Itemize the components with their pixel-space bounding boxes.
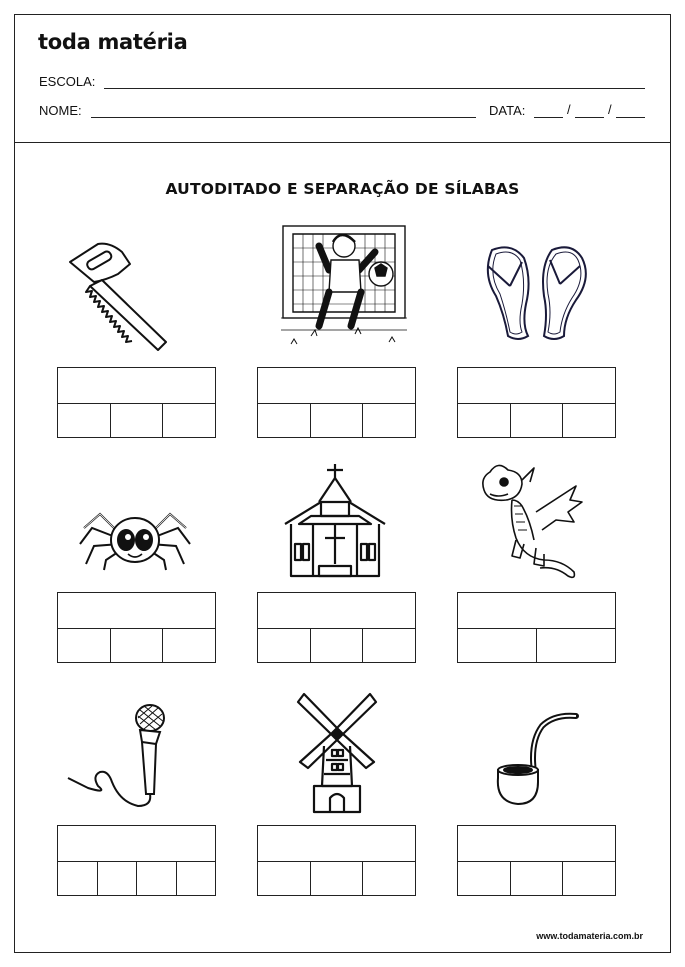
syllable-field[interactable] [258,862,311,895]
pipe-icon [494,712,578,808]
answer-box [457,592,616,663]
footer-url: www.todamateria.com.br [536,931,643,941]
syllable-field[interactable] [98,862,138,895]
answer-box [457,825,616,896]
syllable-field[interactable] [258,404,311,437]
word-field[interactable] [258,826,415,862]
answer-box [257,825,416,896]
syllable-field[interactable] [163,629,215,662]
syllable-field[interactable] [511,862,564,895]
syllable-field[interactable] [363,629,415,662]
saw-icon [66,238,176,356]
word-field[interactable] [58,593,215,629]
syllable-field[interactable] [511,404,564,437]
brand-logo: toda matéria [38,30,188,54]
worksheet-title: AUTODITADO E SEPARAÇÃO DE SÍLABAS [165,180,520,198]
date-label: DATA: [489,103,526,118]
goalkeeper-icon [281,222,407,352]
word-field[interactable] [58,826,215,862]
date-separator: / [567,102,571,117]
syllable-field[interactable] [458,404,511,437]
answer-box [257,367,416,438]
flip-flops-icon [478,244,594,342]
syllable-field[interactable] [58,404,111,437]
dragon-icon [478,460,582,584]
syllable-field[interactable] [458,862,511,895]
syllable-field[interactable] [58,629,111,662]
syllable-field[interactable] [177,862,216,895]
name-field[interactable] [91,117,476,118]
answer-box [457,367,616,438]
syllable-field[interactable] [111,629,164,662]
syllable-field[interactable] [311,862,364,895]
header-divider [14,142,671,143]
date-year-field[interactable] [616,117,645,118]
answer-box [257,592,416,663]
word-field[interactable] [258,368,415,404]
windmill-icon [296,690,378,814]
syllable-field[interactable] [258,629,311,662]
answer-box [57,825,216,896]
syllable-field[interactable] [58,862,98,895]
syllable-field[interactable] [563,862,615,895]
school-label: ESCOLA: [39,74,96,89]
word-field[interactable] [458,826,615,862]
word-field[interactable] [58,368,215,404]
word-field[interactable] [258,593,415,629]
syllable-field[interactable] [537,629,615,662]
church-icon [283,462,387,578]
syllable-field[interactable] [111,404,164,437]
syllable-field[interactable] [163,404,215,437]
syllable-field[interactable] [458,629,537,662]
answer-box [57,592,216,663]
word-field[interactable] [458,593,615,629]
microphone-icon [68,702,174,810]
syllable-field[interactable] [137,862,177,895]
spider-icon [78,498,192,570]
answer-box [57,367,216,438]
date-separator: / [608,102,612,117]
word-field[interactable] [458,368,615,404]
syllable-field[interactable] [363,404,415,437]
date-day-field[interactable] [534,117,563,118]
syllable-field[interactable] [311,404,364,437]
syllable-field[interactable] [311,629,364,662]
school-field[interactable] [104,88,645,89]
syllable-field[interactable] [363,862,415,895]
name-label: NOME: [39,103,82,118]
date-month-field[interactable] [575,117,604,118]
syllable-field[interactable] [563,404,615,437]
